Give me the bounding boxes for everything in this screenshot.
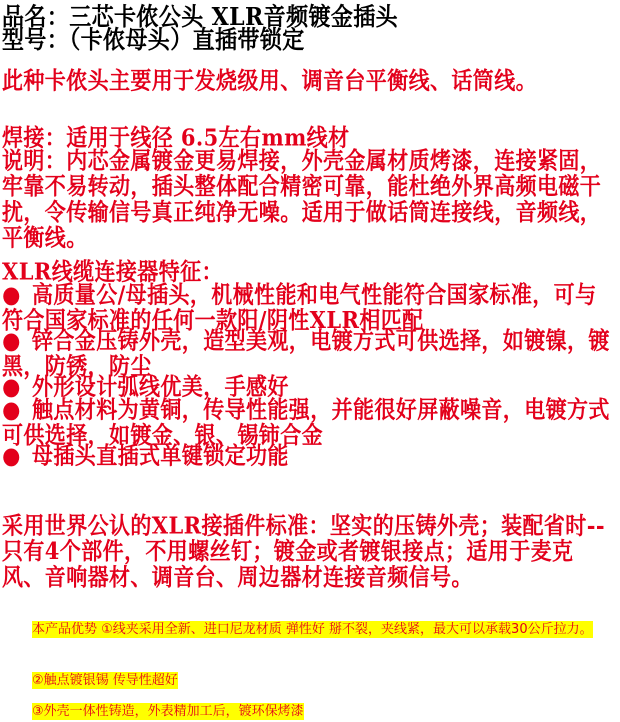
feature-item	[2, 327, 614, 379]
welding-section	[2, 122, 614, 252]
intro-section	[2, 65, 614, 94]
standard-section	[2, 510, 614, 591]
advantage-line-3	[32, 702, 304, 722]
welding-description: 说明：内芯金属镀金更易焊接，外壳金属材质烤漆，连接紧固，牢靠不易转动，插头整体配合精密可靠，能杜绝外界高频电磁干扰，令传输信号真正纯净无噪。适用于做话筒连接线，音频线，平衡线。	[2, 145, 602, 252]
features-section	[2, 256, 614, 469]
product-header	[2, 2, 614, 55]
advantage-text: ②触点镀银锡 传导性超好	[32, 673, 178, 688]
feature-text: 母插头直插式单键锁定功能	[32, 440, 289, 469]
features-title: XLR线缆连接器特征：	[2, 256, 223, 285]
welding-spec: 焊接：适用于线径 6.5左右mm线材	[2, 122, 350, 151]
product-name: 品名：三芯卡侬公头 XLR音频镀金插头	[2, 2, 399, 32]
bullet-icon: ●	[2, 279, 21, 308]
advantage-line-2	[32, 671, 178, 691]
standard-text: 采用世界公认的XLR接插件标准：坚实的压铸外壳；装配省时--只有4个部件，不用螺丝钉；镀金或者镀银接点；适用于麦克风、音响器材、调音台、周边器材连接音频信号。	[2, 510, 605, 591]
advantage-line-1	[32, 620, 617, 640]
bullet-icon: ●	[2, 325, 21, 354]
feature-text: 高质量公/母插头，机械性能和电气性能符合国家标准，可与符合国家标准的任何一款阳/阴性XLR相匹配	[2, 279, 597, 334]
bullet-icon: ●	[2, 371, 21, 400]
bullet-icon: ●	[2, 394, 21, 423]
feature-item	[2, 281, 614, 333]
feature-item	[2, 442, 614, 468]
feature-text: 触点材料为黄铜，传导性能强，并能很好屏蔽噪音，电镀方式可供选择，如镀金、银、锡铈合金	[2, 394, 610, 449]
advantage-text: 本产品优势 ①线夹采用全新、进口尼龙材质 弹性好 掰不裂，夹线紧，最大可以承载30公斤拉力。	[32, 622, 593, 637]
intro-text: 此种卡侬头主要用于发烧级用、调音台平衡线、话筒线。	[2, 65, 537, 94]
feature-item	[2, 396, 614, 448]
advantage-text: ③外壳一体性铸造，外表精加工后，镀环保烤漆	[32, 704, 304, 719]
feature-text: 外形设计弧线优美，手感好	[32, 371, 289, 400]
bullet-icon: ●	[2, 440, 21, 469]
product-model: 型号：（卡侬母头）直插带锁定	[2, 25, 305, 55]
feature-text: 锌合金压铸外壳，造型美观，电镀方式可供选择，如镀镍，镀黑，防锈，防尘	[2, 325, 610, 380]
